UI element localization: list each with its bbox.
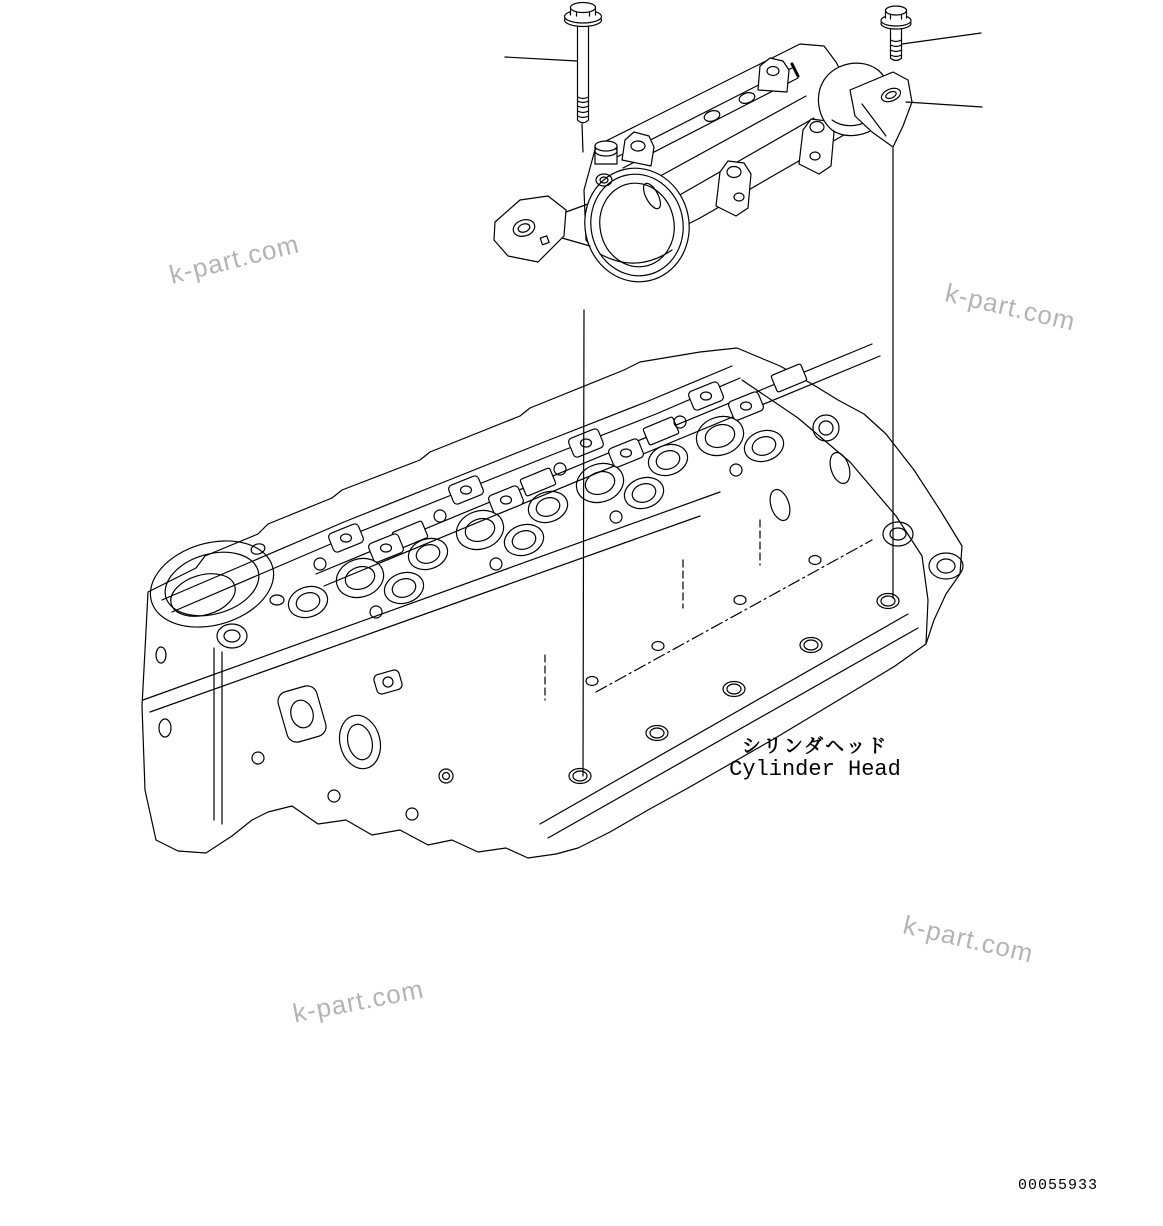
component-label-japanese: シリンダヘッド [741, 735, 889, 757]
watermark: k-part.com [900, 909, 1037, 969]
hex-flange-bolt-long-drawing [565, 3, 602, 123]
callout-line [906, 102, 982, 107]
component-label-english: Cylinder Head [729, 757, 901, 782]
leader-line [582, 124, 583, 152]
watermark: k-part.com [942, 277, 1079, 337]
callout-line [902, 33, 981, 44]
watermark: k-part.com [290, 973, 427, 1029]
valve-rocker-housing-drawing [494, 44, 912, 292]
figure-number: 00055933 [1018, 1177, 1099, 1194]
watermark: k-part.com [166, 228, 303, 290]
callout-line [505, 57, 577, 61]
hex-flange-bolt-short-drawing [881, 6, 911, 61]
